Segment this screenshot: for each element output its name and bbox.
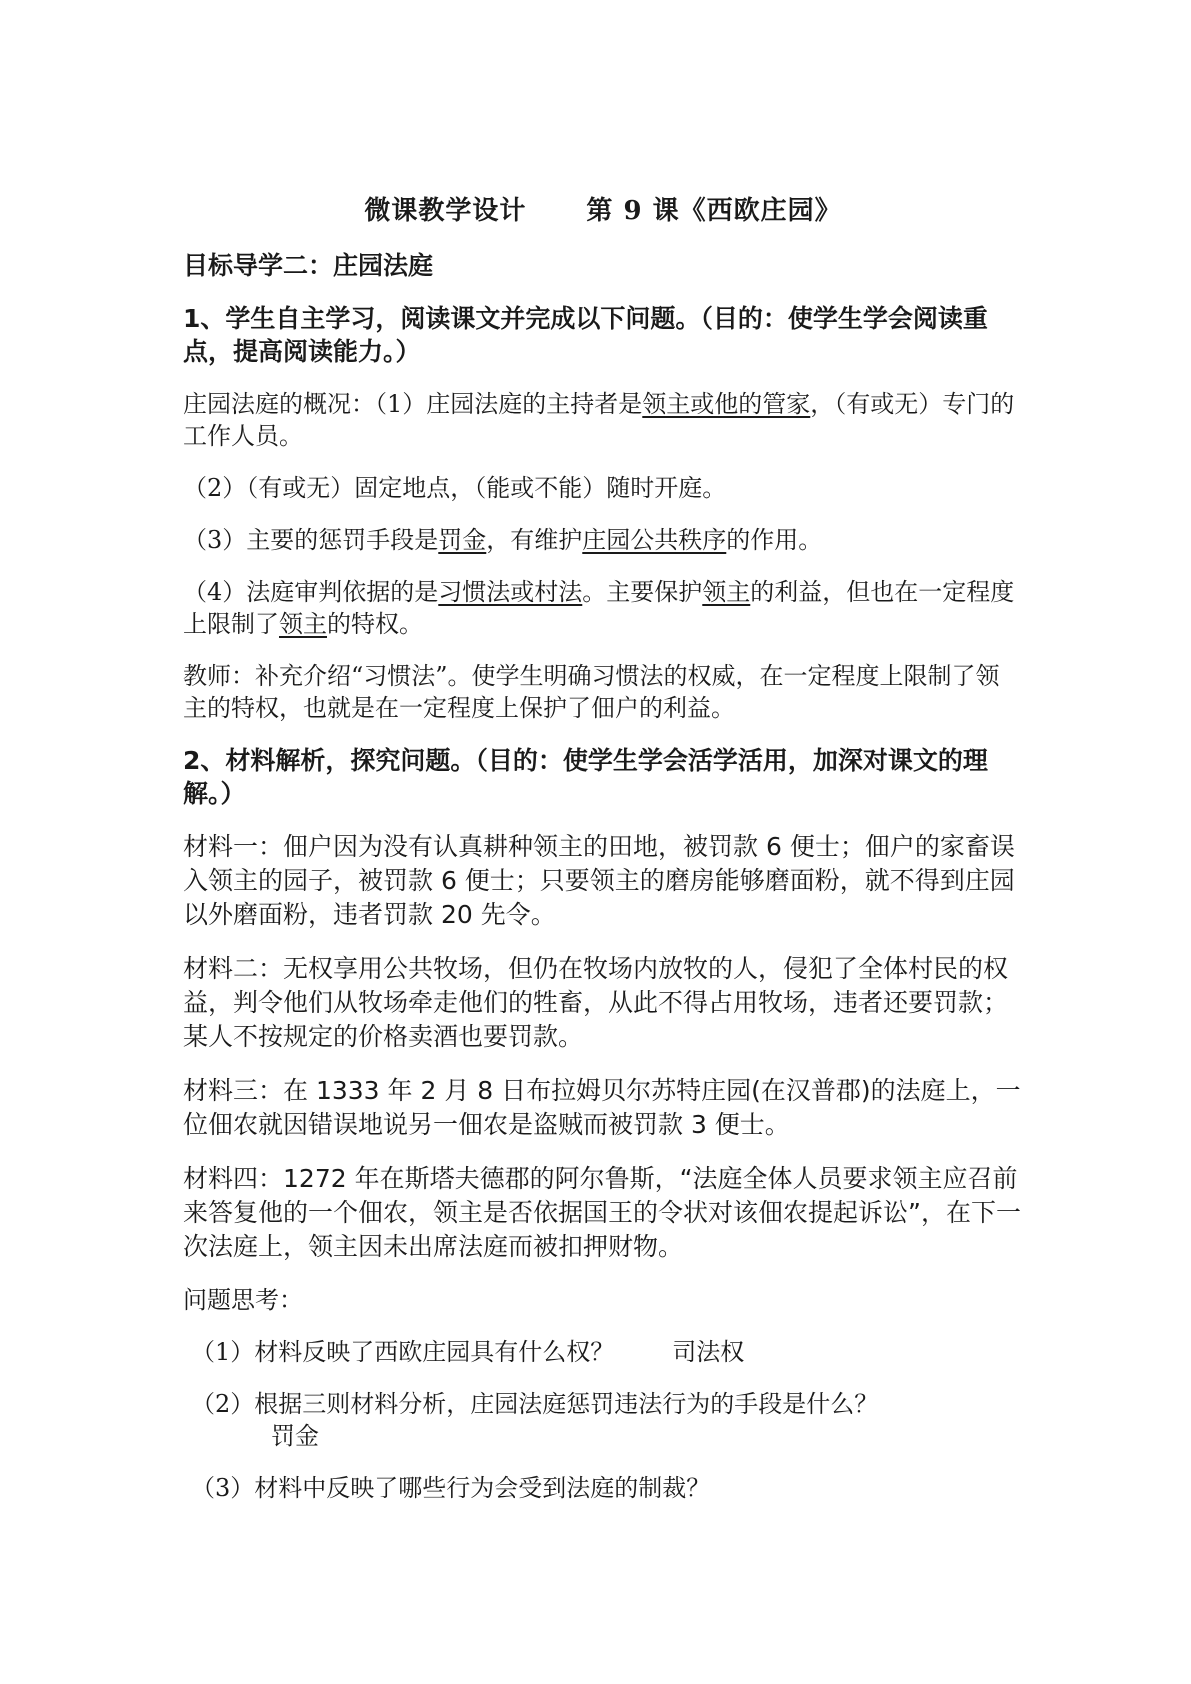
page-title [183, 190, 1023, 227]
answer-1: 司法权 [672, 1338, 745, 1366]
question-1: （1）材料反映了西欧庄园具有什么权？ 司法权 [191, 1338, 745, 1366]
overview-p3: （3）主要的惩罚手段是罚金，有维护庄园公共秩序的作用。 [183, 526, 823, 554]
answer-lord-1: 领主 [702, 578, 751, 606]
material-1: 材料一：佃户因为没有认真耕种领主的田地，被罚款 6 便士；佃户的家畜误入领主的园子，被罚款 6 便士；只要领主的磨房能够磨面粉，就不得到庄园以外磨面粉，违者罚款 20 先令。 [183, 832, 1015, 929]
answer-2: 罚金 [271, 1422, 319, 1450]
task1-heading: 1、学生自主学习，阅读课文并完成以下问题。（目的：使学生学会阅读重点，提高阅读能力。） [183, 304, 988, 366]
answer-host: 领主或他的管家 [642, 390, 811, 418]
title-right: 第 9 课《西欧庄园》 [586, 196, 842, 226]
overview-p4: （4）法庭审判依据的是习惯法或村法。主要保护领主的利益，但也在一定程度上限制了领主的特权。 [183, 578, 1015, 638]
material-2: 材料二：无权享用公共牧场，但仍在牧场内放牧的人，侵犯了全体村民的权益，判令他们从牧场牵走他们的牲畜，从此不得占用牧场，违者还要罚款；某人不按规定的价格卖酒也要罚款。 [183, 954, 1009, 1051]
section-heading: 目标导学二：庄园法庭 [183, 251, 434, 280]
answer-lord-2: 领主 [279, 610, 327, 638]
question-2: （2）根据三则材料分析，庄园法庭惩罚违法行为的手段是什么？ 罚金 [183, 1388, 1023, 1452]
teacher-note: 教师：补充介绍“习惯法”。使学生明确习惯法的权威，在一定程度上限制了领主的特权，也就是在一定程度上保护了佃户的利益。 [183, 662, 1000, 722]
document-page [183, 190, 1023, 1524]
question-3: （3）材料中反映了哪些行为会受到法庭的制裁？ [191, 1474, 711, 1502]
title-left: 微课教学设计 [364, 196, 527, 226]
task2-heading: 2、材料解析，探究问题。（目的：使学生学会活学活用，加深对课文的理解。） [183, 746, 988, 808]
answer-order: 庄园公共秩序 [582, 526, 727, 554]
questions-intro: 问题思考： [183, 1286, 303, 1314]
overview-p2: （2）（有或无）固定地点，（能或不能）随时开庭。 [183, 474, 727, 502]
answer-law: 习惯法或村法 [438, 578, 583, 606]
answer-penalty: 罚金 [438, 526, 487, 554]
material-3: 材料三：在 1333 年 2 月 8 日布拉姆贝尔苏特庄园(在汉普郡)的法庭上，一位佃农就因错误地说另一佃农是盗贼而被罚款 3 便士。 [183, 1076, 1021, 1139]
overview-p1: 庄园法庭的概况：（1）庄园法庭的主持者是领主或他的管家，（有或无）专门的工作人员。 [183, 390, 1015, 450]
material-4: 材料四：1272 年在斯塔夫德郡的阿尔鲁斯，“法庭全体人员要求领主应召前来答复他的一个佃农，领主是否依据国王的令状对该佃农提起诉讼”，在下一次法庭上，领主因未出席法庭而被扣押财物。 [183, 1164, 1021, 1261]
